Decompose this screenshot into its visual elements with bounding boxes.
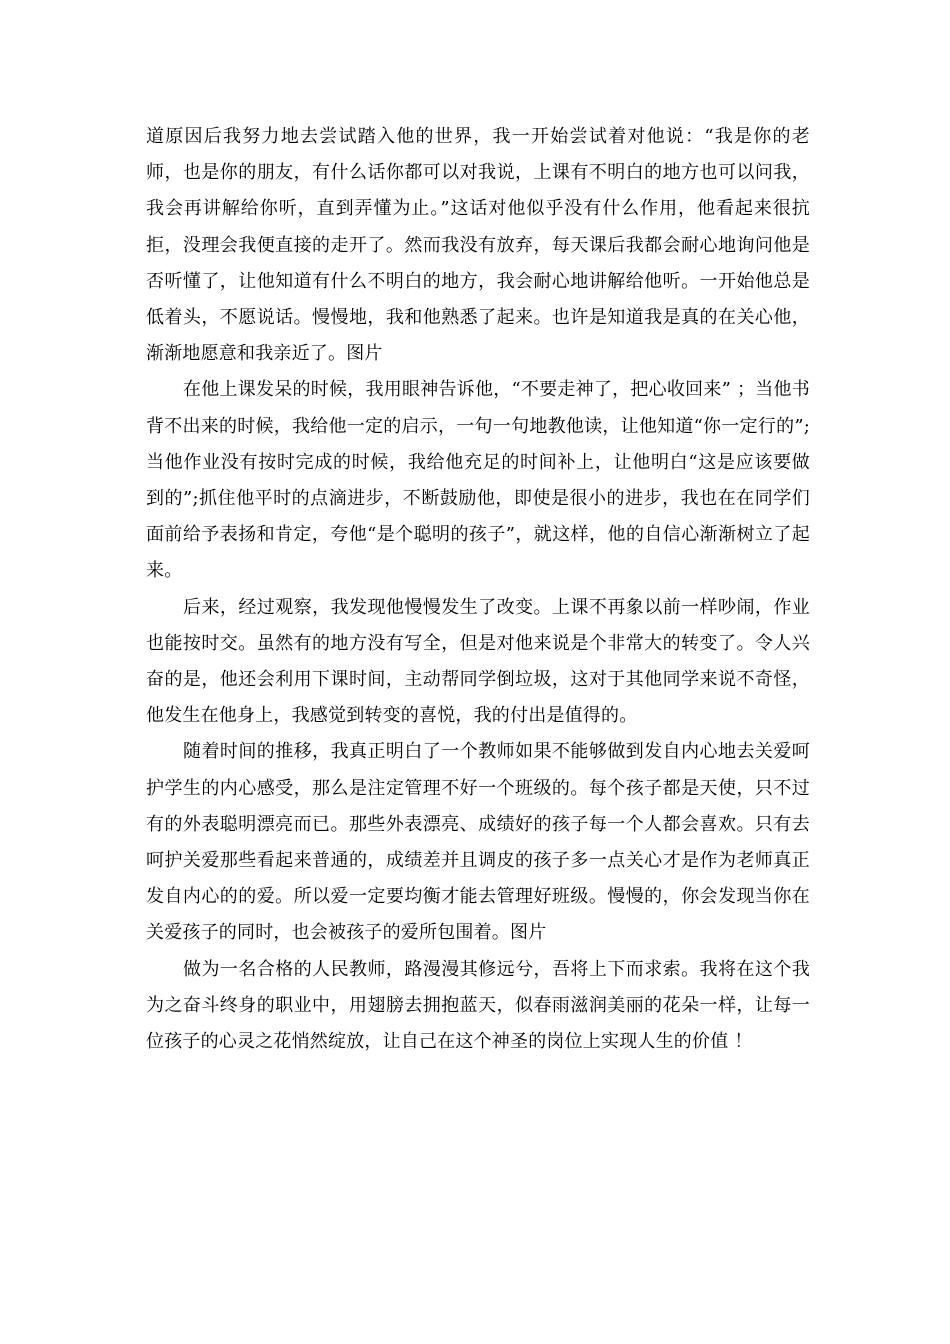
- document-body: [146, 119, 810, 1060]
- paragraph-1: 道原因后我努力地去尝试踏入他的世界，我一开始尝试着对他说：“我是你的老师，也是你的朋友，有什么话你都可以对我说，上课有不明白的地方也可以问我，我会再讲解给你听，直到弄懂为止。”这话对他似乎没有什么作用，他看起来很抗拒，没理会我便直接的走开了。然而我没有放弃，每天课后我都会耐心地询问他是否听懂了，让他知道有什么不明白的地方，我会耐心地讲解给他听。一开始他总是低着头，不愿说话。慢慢地，我和他熟悉了起来。也许是知道我是真的在关心他，渐渐地愿意和我亲近了。图片: [146, 126, 810, 365]
- paragraph-4: 随着时间的推移，我真正明白了一个教师如果不能够做到发自内心地去关爱呵护学生的内心感受，那么是注定管理不好一个班级的。每个孩子都是天使，只不过有的外表聪明漂亮而已。那些外表漂亮、成绩好的孩子每一个人都会喜欢。只有去呵护关爱那些看起来普通的，成绩差并且调皮的孩子多一点关心才是作为老师真正发自内心的的爱。所以爱一定要均衡才能去管理好班级。慢慢的，你会发现当你在关爱孩子的同时，也会被孩子的爱所包围着。图片: [146, 741, 810, 944]
- paragraph-5: 做为一名合格的人民教师，路漫漫其修远兮，吾将上下而求索。我将在这个我为之奋斗终身的职业中，用翅膀去拥抱蓝天，似春雨滋润美丽的花朵一样，让每一位孩子的心灵之花悄然绽放，让自己在这个神圣的岗位上实现人生的价值 ！: [146, 958, 810, 1053]
- paragraph-3: 后来，经过观察，我发现他慢慢发生了改变。上课不再象以前一样吵闹，作业也能按时交。虽然有的地方没有写全，但是对他来说是个非常大的转变了。令人兴奋的是，他还会利用下课时间，主动帮同学倒垃圾，这对于其他同学来说不奇怪，他发生在他身上，我感觉到转变的喜悦，我的付出是值得的。: [146, 596, 810, 727]
- paragraph-2: 在他上课发呆的时候，我用眼神告诉他，“不要走神了，把心收回来” ；当他书背不出来的时候，我给他一定的启示，一句一句地教他读，让他知道“你一定行的”;当他作业没有按时完成的时候，我给他充足的时间补上，让他明白“这是应该要做到的”;抓住他平时的点滴进步，不断鼓励他，即使是很小的进步，我也在在同学们面前给予表扬和肯定，夸他“是个聪明的孩子”，就这样，他的自信心渐渐树立了起来。: [146, 379, 810, 582]
